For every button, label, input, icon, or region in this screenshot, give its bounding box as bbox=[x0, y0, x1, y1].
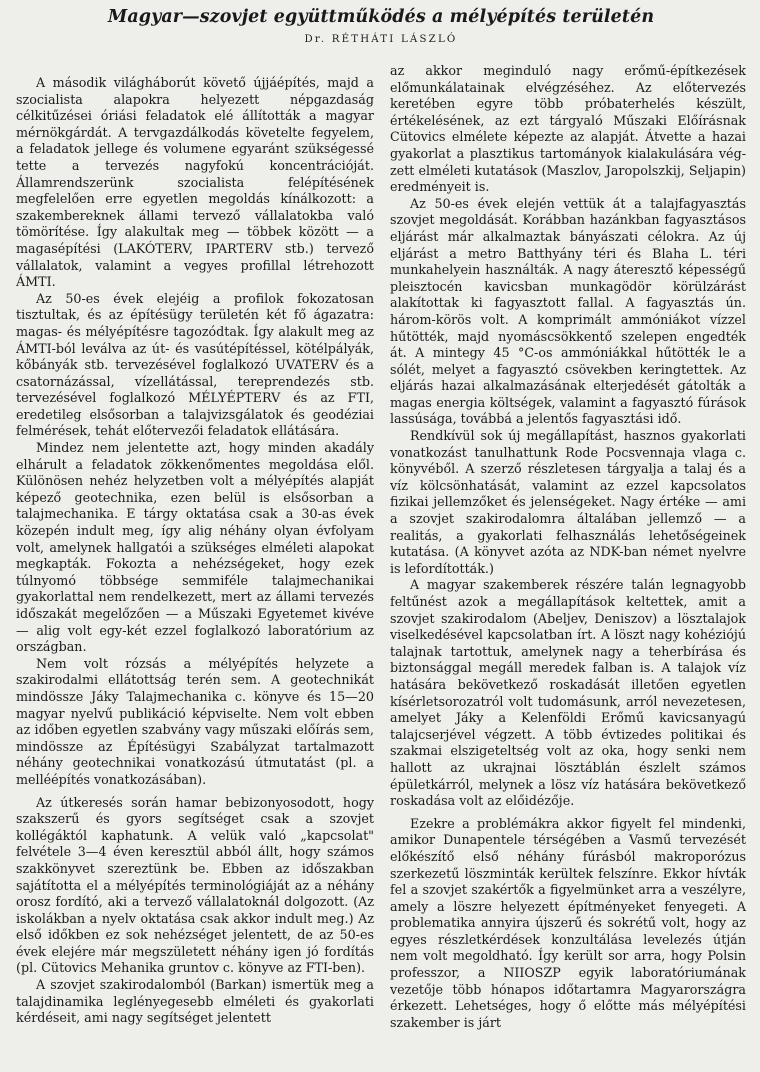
article-title: Magyar—szovjet együttműködés a mélyépítés területén bbox=[107, 7, 655, 27]
paragraph: A magyar szakemberek részére talán legnagyobb feltűnést azok a megállapítások keltettek, amit a szovjet szakirodalom (Abeljev, Deniszov) a lösztalajok viselkedésével kapcsolatban írt. A löszt nagy kohéziójú talajnak tartottuk, amelynek nagy a teherbírása és biztonsággal megáll meredek falban is. A talajok víz hatására bekövetkező roskadását illetően egyetlen kísérletsorozatról volt tudomásunk, arról nevezetesen, amelyet Jáky a Kelenföldi Erőmű kavicsanyagú talajcserjével végzett. A több évtizedes politikai és szakmai elszigeteltség volt az oka, hogy senki nem hallott az ukrajnai lösztáblán észlelt számos épületkárról, melynek a lösz víz hatására bekövetkező roskadása volt az előidézője. bbox=[390, 577, 746, 809]
paragraph: Az 50-es évek elején vettük át a talajfagyasztás szovjet megoldását. Korábban hazánkban fagyasztásos eljárást már alkalmaztak bányászati célokra. Az új eljárást a metro Batthyány téri és Blaha L. téri munkahelyein használták. A nagy áteresztő képességű pleisztocén kavicsban munkagödör körülzárást alakítottak ki fagyasztott fallal. A fagyasztás ún. három-körös volt. A komprimált ammóniákot vízzel hűtötték, majd nyomáscsökkentő szelepen engedték át. A mintegy 45 °C-os ammóniákkal hűtötték le a sólét, melyet a fagyasztó csövekben keringtettek. Az eljárás hazai alkalmazásának elterjedését gátolták a magas energia költségek, valamint a fagyasztó fúrások lassúsága, továbbá a jelentős fagyasztási idő. bbox=[390, 195, 746, 427]
paragraph-continued: az akkor meginduló nagy erőmű-építkezések előmunkálatainak elvégzéséhez. Az előtervezés keretében egyre több próbaterhelés készült, értékelésének, az ezt tárgyaló Műszaki Előírásnak Cütovics elmélete képezte az alapját. Átvette a hazai gyakorlat a plasztikus tartományok kialakulására végzett elméleti kutatások (Maszlov, Jaropolszkij, Seljapin) eredményeit is. bbox=[390, 63, 746, 195]
paragraph: A szovjet szakirodalomból (Barkan) ismertük meg a talajdinamika leglényegesebb elméleti és gyakorlati kérdéseit, ami nagy segítséget jelentett bbox=[16, 977, 374, 1026]
paragraph: Mindez nem jelentette azt, hogy minden akadály elhárult a feladatok zökkenőmentes megoldása elől. Különösen nehéz helyzetben volt a mélyépítés alapját képező geotechnika, ezen belül is elsősorban a talajmechanika. E tárgy oktatása csak a 30-as évek közepén indult meg, így alig néhány olyan évfolyam volt, amelynek hallgatói a szükséges elméleti alapokat megkapták. Fokozta a nehézségeket, hogy ezek túlnyomó többsége semmiféle talajmechanikai gyakorlattal nem rendelkezett, mert az állami tervezés időszakát megelőzően — a Műszaki Egyetemet kivéve — alig volt egy-két ezzel foglalkozó laboratórium az országban. bbox=[16, 440, 374, 655]
right-column bbox=[390, 63, 746, 1031]
paragraph: Az 50-es évek elejéig a profilok fokozatosan tisztultak, és az építésügy területén két fő ágazatra: magas- és mélyépítésre tagozódtak. Így alakult meg az ÁMTI-ból leválva az út- és vasútépítéssel, kötélpályák, kőbányák stb. tervezésével foglalkozó UVATERV és a csatornázással, vízellátással, tereprendezés stb. tervezésével foglalkozó MÉLYÉPTERV és az FTI, eredetileg elsősorban a talajvizsgálatok és geodéziai felmérések, tehát előtervezői feladatok ellátására. bbox=[16, 290, 374, 439]
article-body bbox=[16, 63, 746, 1031]
paragraph: Rendkívül sok új megállapítást, hasznos gyakorlati vonatkozást tanulhattunk Rode Pocsvennaja vlaga c. könyvéből. A szerző részletesen tárgyalja a talaj és a víz kölcsönhatását, valamint az ezzel kapcsolatos fizikai jellemzőket és jelenségeket. Nagy értéke — ami a szovjet szakirodalomra általában jellemző — a realitás, a gyakorlati felhasználás lehetőségeinek kutatása. (A könyvet azóta az NDK-ban német nyelvre is lefordították.) bbox=[390, 428, 746, 576]
paragraph: Nem volt rózsás a mélyépítés helyzete a szakirodalmi ellátottság terén sem. A geotechnikát mindössze Jáky Talajmechanika c. könyve és 15—20 magyar nyelvű publikáció képviselte. Nem volt ebben az időben egyetlen szabvány vagy műszaki előírás sem, mindössze az Építésügyi Szabályzat tartalmazott néhány geotechnikai vonatkozású útmutatást (pl. a melléépítés vonatkozásában). bbox=[16, 655, 374, 787]
paragraph: Ezekre a problémákra akkor figyelt fel mindenki, amikor Dunapentele térségében a Vasmű tervezését előkészítő első néhány fúrásból makroporózus szerkezetű löszminták kerültek felszínre. Ekkor hívták fel a szovjet szakértők a figyelmünket arra a veszélyre, amely a löszre helyezett építményeket fenyegeti. A problematika annyira újszerű és sokrétű volt, hogy az egyes részletkérdések konzultálása levelezés útján nem volt megoldható. Így került sor arra, hogy Polsin professzor, a NIIOSZP egyik laboratóriumának vezetője több hónapos időtartamra Magyarországra érkezett. Lehetséges, hogy ő előtte más mélyépítési szakember is járt bbox=[390, 815, 746, 1030]
article-author: Dr. RÉTHÁTI LÁSZLÓ bbox=[304, 34, 458, 45]
paragraph: A második világháborút követő újjáépítés, majd a szocialista alapokra helyezett népgazdaság célkitűzései óriási feladatok elé állították a magyar mérnökgárdát. A tervgazdálkodás követelte fegyelem, a feladatok jellege és volumene egyaránt szükségessé tette a tervezés nagyfokú koncentrációját. Államrendszerünk szocialista felépítésének megfelelően erre egyetlen megoldás kínálkozott: a szakembereknek állami tervező vállalatokba való tömörítése. Így alakultak meg — többek között — a magasépítési (LAKÓTERV, IPARTERV stb.) tervező vállalatok, valamint a vegyes profillal létrehozott ÁMTI. bbox=[16, 75, 374, 290]
paragraph: Az útkeresés során hamar bebizonyosodott, hogy szakszerű és gyors segítséget csak a szovjet kollégáktól kaphatunk. A velük való „kapcsolat" felvétele 3—4 éven keresztül abból állt, hogy számos szakkönyvet szereztünk be. Ebben az időszakban sajátította el a mélyépítés terminológiáját az a néhány orosz fordító, aki a tervező vállalatoknál dolgozott. (Az iskolákban a nyelv oktatása csak akkor indult meg.) Az első időkben ez sok nehézséget jelentett, de az 50-es évek elejére már megszületett néhány igen jó fordítás (pl. Cütovics Mehanika gruntov c. könyve az FTI-ben). bbox=[16, 794, 374, 976]
left-column bbox=[16, 75, 374, 1031]
